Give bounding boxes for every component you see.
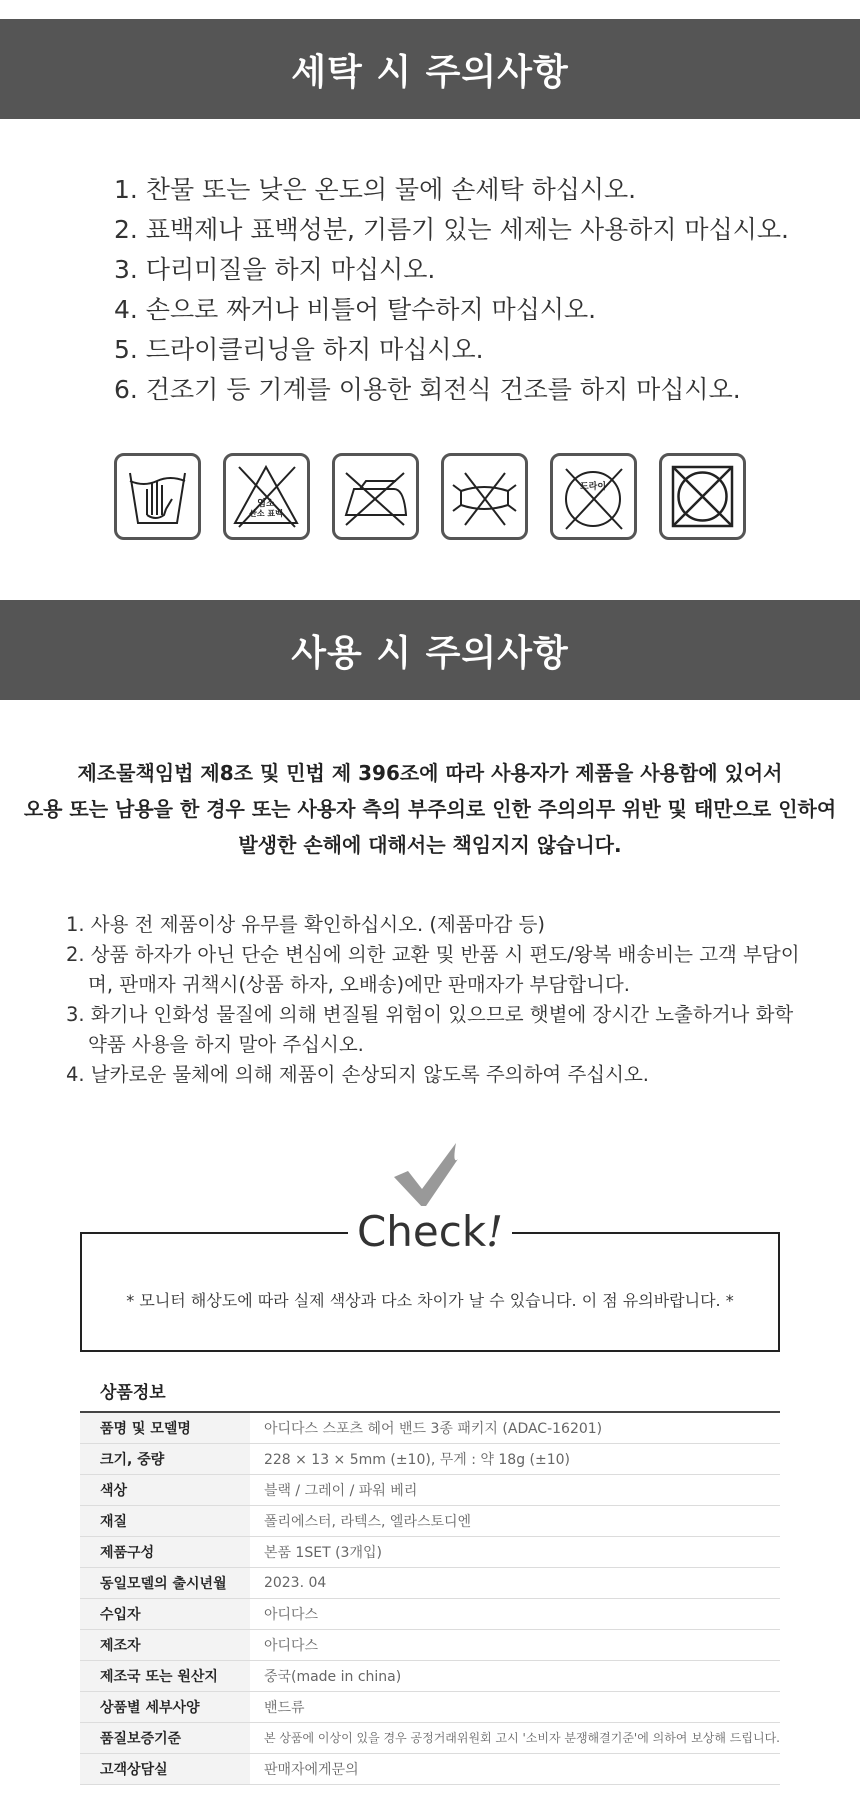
table-row <box>80 1722 780 1753</box>
product-info-title: 상품정보 <box>100 1383 166 1403</box>
info-label: 상품별 세부사양 <box>80 1691 250 1722</box>
table-row <box>80 1443 780 1474</box>
notice-line: 제조물책임법 제8조 및 민법 제 396조에 따라 사용자가 제품을 사용함에 있어서 <box>77 761 783 785</box>
table-row <box>80 1536 780 1567</box>
list-item: 3. 다리미질을 하지 마십시오. <box>114 255 436 284</box>
table-row <box>80 1598 780 1629</box>
list-item: 5. 드라이클리닝을 하지 마십시오. <box>114 335 484 364</box>
check-title-text: Check <box>356 1207 487 1256</box>
info-value: 아디다스 <box>250 1598 780 1629</box>
list-item: 2. 상품 하자가 아닌 단순 변심에 의한 교환 및 반품 시 편도/왕복 배송비는 고객 부담이며, 판매자 귀책시(상품 하자, 오배송)에만 판매자가 부담합니다. <box>66 943 800 996</box>
check-exclaim: ! <box>486 1207 504 1256</box>
list-item: 3. 화기나 인화성 물질에 의해 변질될 위험이 있으므로 햇볕에 장시간 노출하거나 화학약품 사용을 하지 말아 주십시오. <box>66 1003 794 1056</box>
list-item: 1. 찬물 또는 낮은 온도의 물에 손세탁 하십시오. <box>114 175 637 204</box>
info-value: 블랙 / 그레이 / 파워 베리 <box>250 1474 780 1505</box>
info-label: 고객상담실 <box>80 1753 250 1784</box>
info-value: 밴드류 <box>250 1691 780 1722</box>
info-value: 아디다스 <box>250 1629 780 1660</box>
checkmark-icon <box>394 1143 466 1209</box>
table-row <box>80 1567 780 1598</box>
info-label: 제품구성 <box>80 1536 250 1567</box>
list-item: 4. 손으로 짜거나 비틀어 탈수하지 마십시오. <box>114 295 597 324</box>
info-label: 품명 및 모델명 <box>80 1412 250 1443</box>
wash-banner <box>0 19 860 119</box>
product-info-table <box>80 1411 780 1785</box>
usage-banner <box>0 600 860 700</box>
liability-notice <box>0 755 860 863</box>
hand-wash-icon <box>114 453 201 540</box>
info-value: 폴리에스터, 라텍스, 엘라스토디엔 <box>250 1505 780 1536</box>
info-label: 제조국 또는 원산지 <box>80 1660 250 1691</box>
table-row <box>80 1691 780 1722</box>
check-notice-text: * 모니터 해상도에 따라 실제 색상과 다소 차이가 날 수 있습니다. 이 점 유의바랍니다. * <box>126 1291 734 1310</box>
info-value: 판매자에게문의 <box>250 1753 780 1784</box>
list-item: 1. 사용 전 제품이상 유무를 확인하십시오. (제품마감 등) <box>66 913 545 936</box>
list-item: 4. 날카로운 물체에 의해 제품이 손상되지 않도록 주의하여 주십시오. <box>66 1063 649 1086</box>
no-wring-icon <box>441 453 528 540</box>
info-value: 228 × 13 × 5mm (±10), 무게 : 약 18g (±10) <box>250 1443 780 1474</box>
care-symbols <box>114 453 746 540</box>
info-value: 2023. 04 <box>250 1567 780 1598</box>
bleach-text-bottom: 산소 표백 <box>249 509 283 518</box>
bleach-text-top: 염소 <box>257 499 275 509</box>
dry-clean-text: 드라이 <box>579 482 607 492</box>
info-label: 색상 <box>80 1474 250 1505</box>
info-value: 본품 1SET (3개입) <box>250 1536 780 1567</box>
table-row <box>80 1474 780 1505</box>
table-row <box>80 1412 780 1443</box>
no-bleach-icon <box>223 453 310 540</box>
wash-instruction-list <box>114 170 789 410</box>
table-row <box>80 1753 780 1784</box>
no-tumble-dry-icon <box>659 453 746 540</box>
wash-title: 세탁 시 주의사항 <box>291 51 569 93</box>
info-label: 제조자 <box>80 1629 250 1660</box>
check-title <box>348 1206 512 1258</box>
table-row <box>80 1660 780 1691</box>
info-value: 중국(made in china) <box>250 1660 780 1691</box>
info-label: 재질 <box>80 1505 250 1536</box>
info-label: 수입자 <box>80 1598 250 1629</box>
table-row <box>80 1505 780 1536</box>
table-row <box>80 1629 780 1660</box>
notice-line: 오용 또는 남용을 한 경우 또는 사용자 측의 부주의로 인한 주의의무 위반 및 태만으로 인하여 <box>23 797 837 821</box>
info-label: 품질보증기준 <box>80 1722 250 1753</box>
notice-line: 발생한 손해에 대해서는 책임지지 않습니다. <box>238 833 622 857</box>
usage-instruction-list <box>66 910 806 1090</box>
usage-title: 사용 시 주의사항 <box>291 632 569 674</box>
list-item: 6. 건조기 등 기계를 이용한 회전식 건조를 하지 마십시오. <box>114 375 741 404</box>
no-dry-clean-icon <box>550 453 637 540</box>
list-item: 2. 표백제나 표백성분, 기름기 있는 세제는 사용하지 마십시오. <box>114 215 789 244</box>
info-value: 아디다스 스포츠 헤어 밴드 3종 패키지 (ADAC-16201) <box>250 1412 780 1443</box>
info-value: 본 상품에 이상이 있을 경우 공정거래위원회 고시 '소비자 분쟁해결기준'에 의하여 보상해 드립니다. <box>250 1722 780 1753</box>
info-label: 동일모델의 출시년월 <box>80 1567 250 1598</box>
no-iron-icon <box>332 453 419 540</box>
info-label: 크기, 중량 <box>80 1443 250 1474</box>
